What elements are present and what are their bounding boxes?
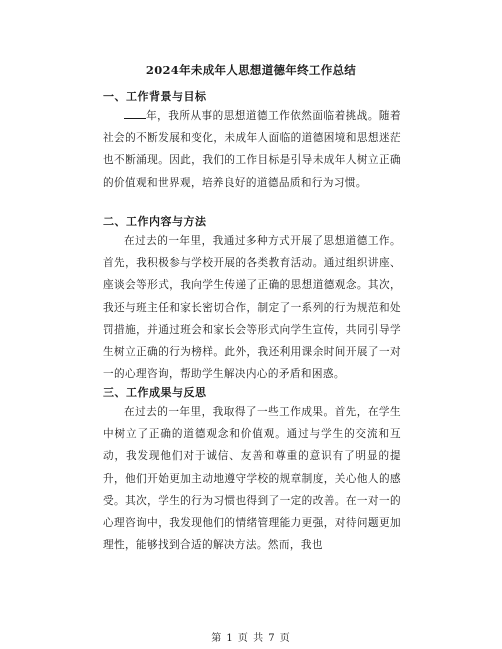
- section-heading-methods: 二、工作内容与方法: [103, 215, 207, 228]
- section-paragraph-background-text: 年，我所从事的思想道德工作依然面临着挑战。随着社会的不断发展和变化，未成年人面临的道德困境和思想迷茫也不断涌现。因此，我们的工作目标是引导未成年人树立正确的价值观和世界观，培养良好的道德品质和行为习惯。: [103, 110, 401, 189]
- document-title: 2024年未成年人思想道德年终工作总结: [145, 63, 357, 77]
- page-number-footer: 第 1 页 共 7 页: [211, 633, 291, 644]
- section-paragraph-background: [103, 105, 401, 194]
- blank-underline: [124, 109, 146, 119]
- section-heading-background: 一、工作背景与目标: [103, 90, 207, 103]
- section-paragraph-methods: 在过去的一年里，我通过多种方式开展了思想道德工作。首先，我积极参与学校开展的各类教育活动。通过组织讲座、座谈会等形式，我向学生传递了正确的思想道德观念。其次，我还与班主任和家长密切合作，制定了一系列的行为规范和处罚措施，并通过班会和家长会等形式向学生宣传，共同引导学生树立正确的行为榜样。此外，我还利用课余时间开展了一对一的心理咨询，帮助学生解决内心的矛盾和困惑。: [103, 235, 401, 381]
- section-heading-results: 三、工作成果与反思: [103, 386, 207, 399]
- section-paragraph-results: 在过去的一年里，我取得了一些工作成果。首先，在学生中树立了正确的道德观念和价值观。通过与学生的交流和互动，我发现他们对于诚信、友善和尊重的意识有了明显的提升，他们开始更加主动地遵守学校的规章制度，关心他人的感受。其次，学生的行为习惯也得到了一定的改善。在一对一的心理咨询中，我发现他们的情绪管理能力更强，对待问题更加理性，能够找到合适的解决方法。然而，我也: [103, 406, 401, 552]
